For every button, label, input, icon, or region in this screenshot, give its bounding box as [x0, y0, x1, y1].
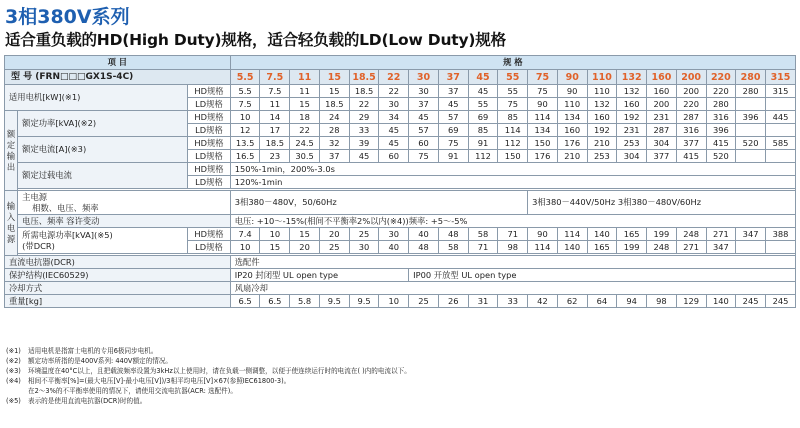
weight-value: 94 [617, 295, 647, 308]
current-ld-value: 520 [706, 150, 736, 163]
variation-label: 电压、频率 容许变动 [18, 215, 231, 228]
weight-value: 98 [647, 295, 677, 308]
capacity-hd-value: 396 [736, 111, 766, 124]
capacity-ld-value: 192 [587, 124, 617, 137]
footnote-key: (※3) [6, 367, 21, 375]
capacity-ld-value: 12 [230, 124, 260, 137]
cooling-label: 冷却方式 [5, 282, 231, 295]
motor-ld-value: 75 [498, 98, 528, 111]
required-power-ld-value: 165 [587, 241, 617, 254]
ld-label: LD规格 [188, 176, 231, 189]
rating-value: 315 [765, 70, 795, 85]
footnote [6, 386, 411, 396]
protection-value-b: IP00 开放型 UL open type [409, 269, 796, 282]
required-power-hd-value: 25 [349, 228, 379, 241]
motor-ld-value [736, 98, 766, 111]
motor-hd-value: 132 [617, 85, 647, 98]
required-power-ld-value [765, 241, 795, 254]
current-hd-value: 176 [557, 137, 587, 150]
motor-hd-value: 280 [736, 85, 766, 98]
table-row [5, 137, 796, 150]
motor-hd-value: 11 [290, 85, 320, 98]
weight-value: 9.5 [349, 295, 379, 308]
capacity-hd-value: 57 [438, 111, 468, 124]
capacity-hd-value: 160 [587, 111, 617, 124]
capacity-ld-value: 22 [290, 124, 320, 137]
capacity-hd-value: 18 [290, 111, 320, 124]
weight-value: 5.8 [290, 295, 320, 308]
hd-label: HD规格 [188, 137, 231, 150]
required-power-hd-value: 90 [528, 228, 558, 241]
rating-value: 7.5 [260, 70, 290, 85]
rating-value: 30 [409, 70, 439, 85]
current-hd-value: 415 [706, 137, 736, 150]
rating-value: 5.5 [230, 70, 260, 85]
rating-value: 75 [528, 70, 558, 85]
capacity-label: 额定功率[kVA](※2) [18, 111, 188, 137]
required-power-ld-value: 114 [528, 241, 558, 254]
footnote-text: 表示的是使用直流电抗器(DCR)时的值。 [28, 397, 147, 405]
rating-value: 132 [617, 70, 647, 85]
required-power-label-2: (带DCR) [22, 240, 55, 251]
motor-hd-value: 22 [379, 85, 409, 98]
weight-value: 6.5 [230, 295, 260, 308]
rating-value: 18.5 [349, 70, 379, 85]
rating-value: 200 [676, 70, 706, 85]
motor-ld-value [765, 98, 795, 111]
rating-value: 11 [290, 70, 320, 85]
current-ld-value: 60 [379, 150, 409, 163]
weight-value: 62 [557, 295, 587, 308]
current-hd-value: 520 [736, 137, 766, 150]
rating-value: 55 [498, 70, 528, 85]
hd-label: HD规格 [188, 111, 231, 124]
footnote-key: (※4) [6, 377, 21, 385]
input-group-text: 输 入 电 源 [6, 201, 16, 244]
required-power-ld-value [736, 241, 766, 254]
current-hd-value: 112 [498, 137, 528, 150]
required-power-ld-value: 271 [676, 241, 706, 254]
capacity-hd-value: 316 [706, 111, 736, 124]
required-power-hd-value: 30 [379, 228, 409, 241]
motor-ld-value: 7.5 [230, 98, 260, 111]
motor-ld-value: 90 [528, 98, 558, 111]
output-group-label [5, 111, 18, 191]
capacity-ld-value: 316 [676, 124, 706, 137]
motor-ld-value: 110 [557, 98, 587, 111]
weight-value: 64 [587, 295, 617, 308]
capacity-ld-value: 160 [557, 124, 587, 137]
current-ld-value: 210 [557, 150, 587, 163]
current-ld-value: 377 [647, 150, 677, 163]
motor-hd-value: 160 [647, 85, 677, 98]
current-hd-value: 18.5 [260, 137, 290, 150]
motor-ld-value: 200 [647, 98, 677, 111]
capacity-hd-value: 34 [379, 111, 409, 124]
motor-hd-value: 315 [765, 85, 795, 98]
main-power-label-1: 主电源 [22, 191, 48, 202]
required-power-hd-value: 271 [706, 228, 736, 241]
required-power-ld-value: 30 [349, 241, 379, 254]
capacity-hd-value: 287 [676, 111, 706, 124]
motor-ld-value: 22 [349, 98, 379, 111]
required-power-hd-value: 71 [498, 228, 528, 241]
capacity-hd-value: 445 [765, 111, 795, 124]
ld-label: LD规格 [188, 124, 231, 137]
required-power-hd-value: 165 [617, 228, 647, 241]
ld-label: LD规格 [188, 150, 231, 163]
capacity-ld-value: 114 [498, 124, 528, 137]
required-power-hd-value: 248 [676, 228, 706, 241]
motor-hd-value: 15 [319, 85, 349, 98]
motor-hd-value: 90 [557, 85, 587, 98]
rating-value: 280 [736, 70, 766, 85]
required-power-ld-value: 248 [647, 241, 677, 254]
weight-value: 245 [736, 295, 766, 308]
required-power-ld-value: 58 [438, 241, 468, 254]
capacity-hd-value: 14 [260, 111, 290, 124]
footnote-text: 环境温度在40°C以上，且把载波频率设置为3kHz以上使用时，请在负载一侧调整，以便于使连续运行时的电流在( )内的电流以下。 [28, 367, 411, 375]
current-ld-value: 176 [528, 150, 558, 163]
capacity-hd-value: 29 [349, 111, 379, 124]
hd-label: HD规格 [188, 85, 231, 98]
rating-value: 15 [319, 70, 349, 85]
table-row [5, 228, 796, 241]
current-hd-value: 75 [438, 137, 468, 150]
motor-ld-value: 15 [290, 98, 320, 111]
motor-ld-value: 220 [676, 98, 706, 111]
protection-value-a: IP20 封闭型 UL open type [230, 269, 408, 282]
required-power-ld-value: 48 [409, 241, 439, 254]
current-ld-value: 16.5 [230, 150, 260, 163]
table-row [5, 295, 796, 308]
required-power-hd-value: 388 [765, 228, 795, 241]
dcr-value: 选配件 [230, 256, 795, 269]
current-ld-value: 150 [498, 150, 528, 163]
current-hd-value: 150 [528, 137, 558, 150]
current-ld-value: 415 [676, 150, 706, 163]
required-power-hd-value: 10 [260, 228, 290, 241]
capacity-hd-value: 114 [528, 111, 558, 124]
protection-label: 保护结构(IEC60529) [5, 269, 231, 282]
capacity-ld-value [736, 124, 766, 137]
footnote [6, 356, 411, 366]
current-ld-value: 91 [438, 150, 468, 163]
capacity-ld-value: 231 [617, 124, 647, 137]
footnotes [6, 346, 411, 406]
weight-value: 245 [765, 295, 795, 308]
footnote-key: (※1) [6, 347, 21, 355]
motor-hd-value: 37 [438, 85, 468, 98]
current-ld-value: 37 [319, 150, 349, 163]
required-power-hd-value: 7.4 [230, 228, 260, 241]
rating-value: 90 [557, 70, 587, 85]
motor-ld-value: 37 [409, 98, 439, 111]
overload-label: 额定过载电流 [18, 163, 188, 189]
required-power-hd-value: 347 [736, 228, 766, 241]
model-label: 型 号 (FRN□□□GX1S-4C) [5, 70, 231, 85]
current-hd-value: 210 [587, 137, 617, 150]
required-power-ld-value: 10 [230, 241, 260, 254]
hd-label: HD规格 [188, 163, 231, 176]
table-row [5, 282, 796, 295]
capacity-hd-value: 231 [647, 111, 677, 124]
spec-table [4, 55, 796, 308]
current-ld-value: 45 [349, 150, 379, 163]
capacity-hd-value: 134 [557, 111, 587, 124]
footnote-text: 在2～3%的不平衡率使用的情况下，请使用交流电抗器(ACR: 选配件)。 [28, 387, 237, 395]
required-power-hd-value: 140 [587, 228, 617, 241]
motor-hd-value: 110 [587, 85, 617, 98]
capacity-ld-value: 57 [409, 124, 439, 137]
required-power-hd-value: 40 [409, 228, 439, 241]
current-hd-value: 24.5 [290, 137, 320, 150]
header-spec: 规 格 [230, 56, 795, 70]
current-hd-value: 45 [379, 137, 409, 150]
capacity-ld-value: 17 [260, 124, 290, 137]
current-hd-value: 585 [765, 137, 795, 150]
motor-hd-value: 5.5 [230, 85, 260, 98]
capacity-hd-value: 85 [498, 111, 528, 124]
hd-label: HD规格 [188, 228, 231, 241]
current-hd-value: 91 [468, 137, 498, 150]
table-row [5, 56, 796, 70]
motor-hd-value: 7.5 [260, 85, 290, 98]
required-power-ld-value: 25 [319, 241, 349, 254]
capacity-ld-value [765, 124, 795, 137]
required-power-label [18, 228, 188, 254]
required-power-ld-value: 15 [260, 241, 290, 254]
footnote-text: 相间不平衡率[%]=(最大电压[V]-最小电压[V])/3相平均电压[V]×67(参照IEC61800-3)。 [28, 377, 291, 385]
weight-value: 25 [409, 295, 439, 308]
table-row [5, 85, 796, 98]
rating-value: 110 [587, 70, 617, 85]
footnote [6, 376, 411, 386]
current-ld-value: 112 [468, 150, 498, 163]
rating-value: 37 [438, 70, 468, 85]
weight-value: 10 [379, 295, 409, 308]
required-power-ld-value: 40 [379, 241, 409, 254]
motor-ld-value: 45 [438, 98, 468, 111]
required-power-ld-value: 199 [617, 241, 647, 254]
cooling-value: 风扇冷却 [230, 282, 795, 295]
required-power-ld-value: 98 [498, 241, 528, 254]
required-power-hd-value: 20 [319, 228, 349, 241]
current-ld-value [765, 150, 795, 163]
motor-hd-value: 30 [409, 85, 439, 98]
weight-value: 6.5 [260, 295, 290, 308]
weight-value: 31 [468, 295, 498, 308]
current-ld-value: 253 [587, 150, 617, 163]
current-hd-value: 253 [617, 137, 647, 150]
capacity-ld-value: 33 [349, 124, 379, 137]
weight-value: 42 [528, 295, 558, 308]
required-power-hd-value: 114 [557, 228, 587, 241]
current-hd-value: 304 [647, 137, 677, 150]
current-ld-value [736, 150, 766, 163]
current-hd-value: 32 [319, 137, 349, 150]
motor-ld-value: 132 [587, 98, 617, 111]
footnote [6, 396, 411, 406]
rating-value: 22 [379, 70, 409, 85]
table-row [5, 191, 796, 215]
capacity-ld-value: 287 [647, 124, 677, 137]
current-ld-value: 23 [260, 150, 290, 163]
capacity-hd-value: 24 [319, 111, 349, 124]
capacity-ld-value: 28 [319, 124, 349, 137]
current-ld-value: 30.5 [290, 150, 320, 163]
series-title: 3相380V系列 [5, 6, 130, 28]
motor-label: 适用电机[kW](※1) [5, 85, 188, 111]
footnote-key: (※2) [6, 357, 21, 365]
capacity-ld-value: 69 [438, 124, 468, 137]
output-group-text: 额 定 输 出 [6, 128, 16, 172]
required-power-ld-value: 347 [706, 241, 736, 254]
motor-ld-value: 18.5 [319, 98, 349, 111]
footnote-key: (※5) [6, 397, 21, 405]
rating-value: 160 [647, 70, 677, 85]
capacity-hd-value: 10 [230, 111, 260, 124]
table-row [5, 269, 796, 282]
footnote-text: 额定功率所指的是400V系列: 440V额定的情况。 [28, 357, 173, 365]
capacity-hd-value: 192 [617, 111, 647, 124]
dcr-label: 直流电抗器(DCR) [5, 256, 231, 269]
series-subtitle: 适合重负载的HD(High Duty)规格，适合轻负载的LD(Low Duty)规格 [5, 31, 506, 49]
capacity-ld-value: 396 [706, 124, 736, 137]
required-power-hd-value: 199 [647, 228, 677, 241]
motor-hd-value: 18.5 [349, 85, 379, 98]
rating-value: 45 [468, 70, 498, 85]
motor-hd-value: 220 [706, 85, 736, 98]
motor-hd-value: 75 [528, 85, 558, 98]
footnote [6, 366, 411, 376]
capacity-hd-value: 45 [409, 111, 439, 124]
header-item: 项 目 [5, 56, 231, 70]
weight-value: 129 [676, 295, 706, 308]
rating-value: 220 [706, 70, 736, 85]
weight-label: 重量[kg] [5, 295, 231, 308]
weight-value: 26 [438, 295, 468, 308]
main-power-label-2: 相数、电压、频率 [32, 202, 99, 213]
weight-value: 140 [706, 295, 736, 308]
current-label: 额定电流[A](※3) [18, 137, 188, 163]
ld-label: LD规格 [188, 98, 231, 111]
required-power-hd-value: 15 [290, 228, 320, 241]
required-power-hd-value: 48 [438, 228, 468, 241]
table-row [5, 256, 796, 269]
required-power-ld-value: 71 [468, 241, 498, 254]
motor-hd-value: 200 [676, 85, 706, 98]
ld-label: LD规格 [188, 241, 231, 254]
main-power-value-b: 3相380－440V/50Hz 3相380－480V/60Hz [528, 191, 796, 215]
current-ld-value: 75 [409, 150, 439, 163]
motor-ld-value: 55 [468, 98, 498, 111]
capacity-ld-value: 45 [379, 124, 409, 137]
overload-hd-value: 150%-1min，200%-3.0s [230, 163, 795, 176]
table-row [5, 111, 796, 124]
required-power-ld-value: 20 [290, 241, 320, 254]
table-row [5, 215, 796, 228]
required-power-hd-value: 58 [468, 228, 498, 241]
main-power-label [18, 191, 231, 215]
weight-value: 33 [498, 295, 528, 308]
main-power-value-a: 3相380－480V，50/60Hz [230, 191, 527, 215]
footnote-text: 适用电机是指富士电机的专用6极同步电机。 [28, 347, 158, 355]
table-row [5, 163, 796, 176]
capacity-ld-value: 134 [528, 124, 558, 137]
required-power-ld-value: 140 [557, 241, 587, 254]
variation-value: 电压: +10～-15%(相间不平衡率2%以内(※4))频率: +5～-5% [230, 215, 795, 228]
current-hd-value: 60 [409, 137, 439, 150]
overload-ld-value: 120%-1min [230, 176, 795, 189]
motor-ld-value: 30 [379, 98, 409, 111]
current-hd-value: 39 [349, 137, 379, 150]
motor-hd-value: 45 [468, 85, 498, 98]
weight-value: 9.5 [319, 295, 349, 308]
footnote [6, 346, 411, 356]
motor-ld-value: 280 [706, 98, 736, 111]
current-hd-value: 13.5 [230, 137, 260, 150]
current-ld-value: 304 [617, 150, 647, 163]
motor-ld-value: 160 [617, 98, 647, 111]
motor-hd-value: 55 [498, 85, 528, 98]
capacity-ld-value: 85 [468, 124, 498, 137]
input-group-label [5, 191, 18, 256]
table-row [5, 70, 796, 85]
required-power-label-1: 所需电源功率[kVA](※5) [22, 229, 113, 240]
capacity-hd-value: 69 [468, 111, 498, 124]
motor-ld-value: 11 [260, 98, 290, 111]
current-hd-value: 377 [676, 137, 706, 150]
